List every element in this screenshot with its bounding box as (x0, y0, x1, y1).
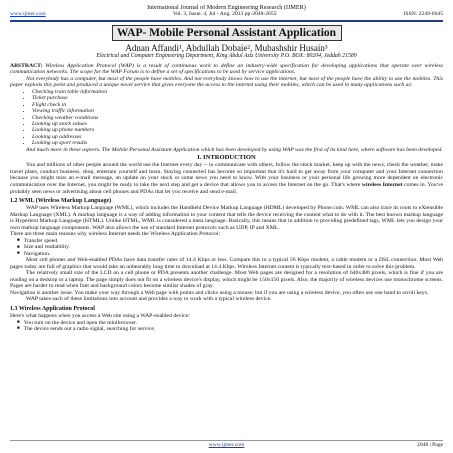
wap-paragraph-1: Here's what happens when you access a Web site using a WAP-enabled device: (10, 312, 190, 319)
list-item: ■ You turn on the device and open the minibrowser. (24, 320, 443, 326)
paper-authors: Adnan Affandi¹, Abdullah Dobaie², Mubashshir Husain³ (125, 42, 328, 53)
wml-paragraph-4: The relatively small size of the LCD on a cell phone or PDA presents another challenge. Most Web pages are designed for a resolution of 640x480 pixels, which is fine if you are reading on a desktop or a laptop. The page simply does not fit on a wireless device's display, which might be 150x150 pixels. Also, the majority of wireless devices use monochrome screens. Pages are harder to read when font and background colors become similar shades of gray. (10, 270, 443, 290)
list-item: • Checking weather conditions (32, 115, 443, 121)
journal-meta-row (10, 11, 443, 18)
list-item: ■ Navigation. (24, 251, 443, 257)
header-rule (10, 20, 443, 22)
abstract-text: Wireless Application Protocol (WAP) is a result of continuous work to define an industry-wide specification for developing applications that operate over wireless communication networks. The scope for the WAP Forum is to define a set of specifications to be used by service applications. (10, 62, 443, 76)
abstract-paragraph-2: Not everybody has a computer, but most of the people have mobiles. And not everybody knows how to use the internet, but most of the people have the ability to use the mobiles. This paper exploits this point and produced a unique novel service that gives everyone the access to the internet using their mobiles, which can be used in many applications such as: (10, 75, 443, 89)
wml-paragraph-5: Navigation is another issue. You make your way through a Web page with points and clicks using a mouse; but if you are using a wireless device, you often use one hand to scroll keys. (10, 289, 429, 296)
wap-steps-list (24, 320, 443, 333)
page-number: 2048 | Page (417, 442, 443, 448)
journal-url-link[interactable]: www.ijmer.com (10, 11, 46, 17)
abstract-paragraph (10, 63, 443, 76)
journal-volume: Vol. 3, Issue. 4, Jul - Aug. 2013 pp-2048-2055 (172, 11, 277, 17)
intro-text-end: comes in. You've probably seen news or advertising about cell phones and PDAs that let you receive and send e-mail. (10, 181, 444, 195)
list-item: • Looking up phone numbers (32, 127, 443, 133)
list-item: ■ Size and readability. (24, 244, 443, 250)
intro-paragraph (10, 162, 443, 195)
footer-url-link[interactable]: www.ijmer.com (208, 442, 245, 448)
list-item: • Looking up sport results (32, 140, 443, 146)
section-heading-introduction: I. INTRODUCTION (197, 154, 256, 162)
footer-rule (10, 440, 443, 441)
intro-text: You and millions of other people around the world use the Internet every day -- to communicate with others, follow the stock market, keep up with the news, check the weather, make travel plans, conduct business, shop, entertain yourself and learn. Staying connected has become so important that it's hard to get away from your computer and your Internet connection because you might miss an e-mail message, an update on your stock or some news you need to know. With your business or your personal life growing more dependent on electronic communication over the Internet, you might be ready to take the next step and get a device that allows you to access the Internet on the go. That's where (10, 162, 443, 188)
intro-bold-term: wireless Internet (361, 181, 403, 188)
paper-title: WAP- Mobile Personal Assistant Application (112, 25, 342, 41)
journal-name: International Journal of Modern Engineering Research (IJMER) (147, 4, 306, 11)
footer-row (10, 442, 443, 449)
list-item: • Viewing traffic information (32, 108, 443, 114)
subsection-heading-wap: 1.3 Wireless Application Protocol (10, 305, 95, 312)
list-item: • Ticket purchase (32, 95, 443, 101)
subsection-heading-wml: 1.2 WML (Wireless Markup Language) (10, 198, 112, 205)
paper-affiliation: Electrical and Computer Engineering Department, King Abdul Aziz University P.O. BOX: 80204, Jeddah 21589 (96, 52, 357, 59)
journal-issn: ISSN: 2249-6645 (403, 11, 443, 17)
list-item: • Looking up addresses (32, 134, 443, 140)
abstract-label: ABSTRACT: (10, 62, 43, 69)
list-item: ■ The device sends out a radio signal, searching for service. (24, 326, 443, 332)
page-footer (10, 440, 443, 449)
application-topic-list (32, 89, 443, 147)
list-item: ■ Transfer speed. (24, 238, 443, 244)
abstract-paragraph-3: And much more in these aspects. The Mobile Personal Assistant Application which has been developed by using WAP was the first of its kind here, where software has been developed. (26, 146, 443, 153)
wml-paragraph-1: WAP uses Wireless Markup Language (WML), which includes the Handheld Device Markup Language (HDML) developed by Phone.com. WML can also trace its roots to eXtensible Markup Language (XML). A markup language is a way of adding information to your content that tells the device receiving the content what to do with it. The best known markup language is Hypertext Markup Language (HTML). Unlike HTML, WML is considered a meta language. Basically, this means that in addition to providing predefined tags, WML lets you design your own markup language components. WAP also allows the use of standard Internet protocols such as UDP, IP and XML. (10, 205, 443, 231)
wml-paragraph-3: Most cell phones and Web-enabled PDAs have data transfer rates of 14.4 Kbps or less. Compare this to a typical 56 Kbps modem, a cable modem or a DSL connection. Most Web pages today are full of graphics that would take an unbearably long time to download at 14.4 Kbps. Wireless Internet content is typically text-based in order to solve this problem. (10, 257, 443, 270)
list-item: • Looking up stock values (32, 121, 443, 127)
list-item: • Checking train table information (32, 89, 443, 95)
list-item: • Flight check in (32, 102, 443, 108)
wml-paragraph-6: WAP takes each of these limitations into account and provides a way to work with a typical wireless device. (26, 296, 272, 303)
wap-reason-list (24, 238, 443, 257)
wml-paragraph-2: There are three main reasons why wireless Internet needs the Wireless Application Protocol: (10, 231, 221, 238)
